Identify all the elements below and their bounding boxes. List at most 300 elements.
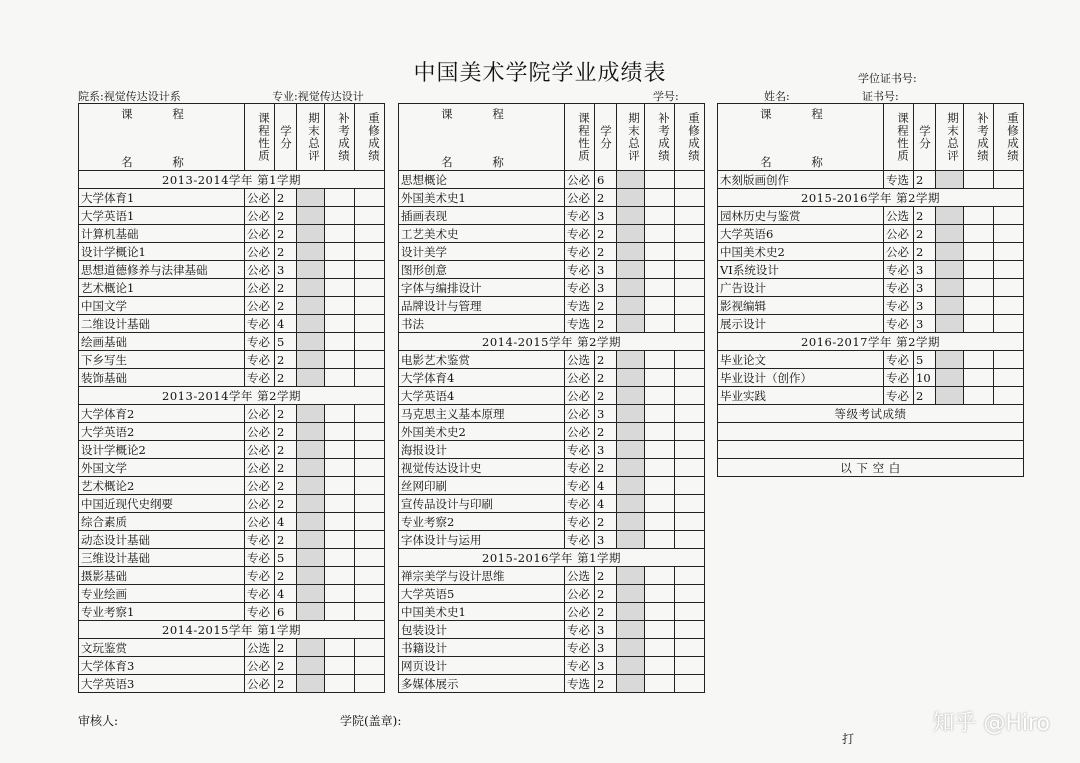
makeup-score [325,675,355,693]
course-type: 专选 [565,315,595,333]
course-row [718,243,1024,261]
course-name: 大学英语1 [79,207,245,225]
course-type: 公必 [565,585,595,603]
course-credit: 3 [595,621,617,639]
course-name: 工艺美术史 [399,225,565,243]
course-credit: 3 [595,207,617,225]
course-credit: 3 [914,279,936,297]
retake-header: 重修成绩 [994,104,1024,171]
semester-label: 以 下 空 白 [718,459,1024,477]
course-row [399,279,705,297]
course-name: 装饰基础 [79,369,245,387]
course-type: 专必 [884,261,914,279]
semester-row [718,459,1024,477]
course-type: 专必 [245,333,275,351]
course-name: 设计学概论1 [79,243,245,261]
makeup-score [325,297,355,315]
course-credit: 2 [275,459,297,477]
course-credit: 2 [275,405,297,423]
retake-score [675,171,705,189]
course-name: 品牌设计与管理 [399,297,565,315]
course-name: 毕业论文 [718,351,884,369]
seal-label: 学院(盖章): [340,714,402,728]
retake-score [675,351,705,369]
course-type: 专必 [565,261,595,279]
final-score [936,279,964,297]
major-label: 专业:视觉传达设计 [272,90,364,103]
final-header: 期末总评 [297,104,325,171]
blank-cell [718,423,1024,441]
course-type: 专必 [884,315,914,333]
makeup-score [645,351,675,369]
retake-score [675,189,705,207]
course-type: 公必 [565,369,595,387]
course-row [79,351,385,369]
retake-score [675,405,705,423]
retake-score [355,297,385,315]
retake-score [675,261,705,279]
course-name: 毕业设计（创作） [718,369,884,387]
makeup-score [645,405,675,423]
course-type: 专选 [884,171,914,189]
credit-header: 学分 [914,104,936,171]
course-row [79,657,385,675]
course-credit: 3 [595,261,617,279]
final-score [617,423,645,441]
course-credit: 2 [595,585,617,603]
table-head-row [718,104,1024,171]
course-name: 中国美术史1 [399,603,565,621]
course-name: 专业考察2 [399,513,565,531]
final-score [936,261,964,279]
student-no-label: 学号: [653,90,679,103]
course-type: 专必 [245,603,275,621]
retake-score [675,621,705,639]
makeup-score [325,207,355,225]
makeup-score [325,351,355,369]
course-name: 宣传品设计与印刷 [399,495,565,513]
course-type: 专必 [884,297,914,315]
course-row [79,405,385,423]
grade-table-col1 [78,103,385,693]
course-credit: 2 [595,243,617,261]
retake-score [355,333,385,351]
final-header: 期末总评 [617,104,645,171]
final-score [617,207,645,225]
course-name: 多媒体展示 [399,675,565,693]
course-row [79,639,385,657]
course-name: 大学英语2 [79,423,245,441]
course-name: 思想道德修养与法律基础 [79,261,245,279]
makeup-score [645,477,675,495]
final-score [617,297,645,315]
course-row [399,315,705,333]
course-credit: 2 [595,675,617,693]
makeup-score [645,279,675,297]
course-type: 公必 [565,603,595,621]
course-row [399,207,705,225]
retake-score [675,513,705,531]
final-score [617,621,645,639]
course-name: 艺术概论2 [79,477,245,495]
final-score [297,639,325,657]
course-credit: 4 [275,585,297,603]
credit-header: 学分 [275,104,297,171]
final-score [617,279,645,297]
course-credit: 2 [595,315,617,333]
course-name: 设计学概论2 [79,441,245,459]
course-credit: 2 [275,297,297,315]
course-credit: 5 [914,351,936,369]
course-name: 思想概论 [399,171,565,189]
final-score [617,441,645,459]
final-score [297,315,325,333]
course-name: 大学英语4 [399,387,565,405]
makeup-score [325,495,355,513]
course-name: 外国美术史1 [399,189,565,207]
final-score [936,225,964,243]
course-type: 公选 [245,639,275,657]
final-score [297,207,325,225]
final-score [617,639,645,657]
semester-label: 2013-2014学年 第2学期 [79,387,385,405]
final-score [297,261,325,279]
retake-score [675,243,705,261]
course-type: 公必 [565,387,595,405]
course-row [718,315,1024,333]
course-row [718,225,1024,243]
course-name: 专业考察1 [79,603,245,621]
final-score [297,423,325,441]
course-row [399,405,705,423]
course-credit: 3 [914,261,936,279]
course-credit: 2 [595,351,617,369]
reviewer-label: 审核人: [78,714,119,728]
final-score [617,351,645,369]
final-score [297,495,325,513]
course-row [79,225,385,243]
course-row [718,261,1024,279]
course-row [79,423,385,441]
makeup-score [645,261,675,279]
course-row [399,621,705,639]
makeup-score [325,423,355,441]
makeup-score [964,297,994,315]
retake-score [355,603,385,621]
course-type: 公必 [245,495,275,513]
type-header: 课程性质 [245,104,275,171]
retake-score [355,477,385,495]
retake-score [675,315,705,333]
makeup-score [325,459,355,477]
course-name: 中国文学 [79,297,245,315]
final-score [936,243,964,261]
course-row [399,513,705,531]
retake-score [994,207,1024,225]
course-row [399,261,705,279]
course-row [718,207,1024,225]
retake-score [994,369,1024,387]
retake-score [675,567,705,585]
course-credit: 3 [914,297,936,315]
course-credit: 2 [275,423,297,441]
course-credit: 2 [595,567,617,585]
semester-row [79,621,385,639]
makeup-score [325,225,355,243]
course-row [79,243,385,261]
print-label: 打 [842,732,855,746]
course-name: 大学英语5 [399,585,565,603]
course-name: 视觉传达设计史 [399,459,565,477]
course-name: 字体与编排设计 [399,279,565,297]
course-credit: 2 [275,495,297,513]
course-credit: 2 [275,279,297,297]
course-row [79,459,385,477]
retake-score [355,567,385,585]
course-name: 大学体育2 [79,405,245,423]
retake-score [355,207,385,225]
course-header: 课 程 名 称 [718,104,884,171]
retake-score [994,351,1024,369]
course-name: 展示设计 [718,315,884,333]
final-score [936,207,964,225]
retake-score [675,369,705,387]
course-credit: 2 [595,459,617,477]
retake-score [675,387,705,405]
course-row [399,459,705,477]
makeup-score [645,531,675,549]
course-credit: 2 [914,243,936,261]
course-credit: 2 [275,207,297,225]
document-title: 中国美术学院学业成绩表 [413,61,667,86]
course-name: 二维设计基础 [79,315,245,333]
table-head-row [399,104,705,171]
course-row [399,531,705,549]
makeup-score [325,243,355,261]
final-score [617,405,645,423]
final-score [936,315,964,333]
course-row [399,171,705,189]
final-score [297,351,325,369]
course-name: 三维设计基础 [79,549,245,567]
makeup-score [325,657,355,675]
retake-score [675,423,705,441]
course-name: 丝网印刷 [399,477,565,495]
course-credit: 3 [914,315,936,333]
course-name: 影视编辑 [718,297,884,315]
course-credit: 2 [275,351,297,369]
course-name: 禅宗美学与设计思维 [399,567,565,585]
makeup-score [964,243,994,261]
retake-score [994,279,1024,297]
course-row [718,369,1024,387]
course-type: 专必 [884,351,914,369]
blank-row [718,441,1024,459]
course-type: 专必 [565,513,595,531]
retake-score [675,207,705,225]
course-credit: 2 [914,225,936,243]
course-type: 专必 [565,207,595,225]
course-name: 海报设计 [399,441,565,459]
semester-label: 等级考试成绩 [718,405,1024,423]
course-type: 公必 [245,243,275,261]
retake-header: 重修成绩 [355,104,385,171]
table-head-row [79,104,385,171]
final-score [297,189,325,207]
course-credit: 2 [595,189,617,207]
course-credit: 3 [275,261,297,279]
course-credit: 2 [595,225,617,243]
course-type: 公必 [245,675,275,693]
makeup-score [645,369,675,387]
course-row [399,423,705,441]
retake-score [355,243,385,261]
course-credit: 2 [595,387,617,405]
course-credit: 2 [275,189,297,207]
final-score [297,513,325,531]
course-row [718,279,1024,297]
course-name: 摄影基础 [79,567,245,585]
retake-score [675,441,705,459]
makeup-score [325,585,355,603]
retake-score [675,603,705,621]
final-score [617,603,645,621]
retake-score [355,495,385,513]
final-score [617,261,645,279]
retake-score [675,585,705,603]
course-type: 专必 [565,279,595,297]
makeup-score [325,369,355,387]
course-row [718,387,1024,405]
course-name: 网页设计 [399,657,565,675]
course-row [399,657,705,675]
makeup-score [325,549,355,567]
course-row [399,387,705,405]
course-type: 公必 [245,441,275,459]
makeup-score [325,567,355,585]
course-name: 大学体育3 [79,657,245,675]
final-score [617,387,645,405]
final-score [936,351,964,369]
course-row [399,441,705,459]
makeup-score [964,369,994,387]
makeup-score [645,387,675,405]
final-score [297,441,325,459]
makeup-score [645,423,675,441]
final-score [617,477,645,495]
watermark: 知乎 @Hiro [932,711,1050,736]
retake-score [675,675,705,693]
final-score [936,369,964,387]
course-type: 公必 [565,423,595,441]
retake-score [675,495,705,513]
makeup-score [325,477,355,495]
course-row [718,351,1024,369]
course-credit: 2 [275,675,297,693]
course-credit: 2 [275,477,297,495]
course-credit: 2 [595,603,617,621]
makeup-score [325,315,355,333]
final-score [297,279,325,297]
course-type: 公选 [565,567,595,585]
retake-score [355,657,385,675]
course-type: 专必 [565,495,595,513]
course-row [79,297,385,315]
final-score [617,531,645,549]
makeup-score [325,405,355,423]
course-type: 公必 [245,477,275,495]
course-type: 公必 [565,405,595,423]
course-type: 专必 [884,279,914,297]
type-header: 课程性质 [884,104,914,171]
course-credit: 4 [595,495,617,513]
course-row [399,297,705,315]
course-type: 公必 [884,243,914,261]
course-row [399,603,705,621]
makeup-score [325,639,355,657]
course-name: 园林历史与鉴赏 [718,207,884,225]
course-type: 公必 [245,657,275,675]
retake-score [355,513,385,531]
final-score [297,405,325,423]
degree-cert-label: 学位证书号: [858,72,917,85]
final-score [297,657,325,675]
course-name: 大学体育1 [79,189,245,207]
course-row [79,477,385,495]
makeup-score [645,639,675,657]
final-score [617,369,645,387]
final-score [617,315,645,333]
makeup-score [325,333,355,351]
course-header: 课 程 名 称 [79,104,245,171]
final-score [936,387,964,405]
makeup-score [645,513,675,531]
semester-row [718,333,1024,351]
course-type: 专必 [245,567,275,585]
final-score [297,333,325,351]
course-credit: 2 [914,387,936,405]
type-header: 课程性质 [565,104,595,171]
course-name: VI系统设计 [718,261,884,279]
makeup-score [964,387,994,405]
final-score [297,567,325,585]
course-type: 公必 [245,261,275,279]
course-row [79,279,385,297]
course-row [399,243,705,261]
retake-score [355,459,385,477]
retake-score [355,549,385,567]
semester-row [79,387,385,405]
course-credit: 2 [914,171,936,189]
course-name: 电影艺术鉴赏 [399,351,565,369]
makeup-score [325,513,355,531]
course-credit: 3 [595,279,617,297]
semester-row [718,405,1024,423]
course-type: 专必 [565,657,595,675]
course-credit: 2 [275,369,297,387]
course-credit: 2 [595,297,617,315]
course-name: 综合素质 [79,513,245,531]
grade-table-col3 [717,103,1024,477]
final-score [617,567,645,585]
makeup-score [645,675,675,693]
course-row [79,333,385,351]
makeup-score [964,351,994,369]
makeup-score [325,603,355,621]
course-name: 艺术概论1 [79,279,245,297]
course-type: 公必 [245,297,275,315]
semester-label: 2014-2015学年 第2学期 [399,333,705,351]
